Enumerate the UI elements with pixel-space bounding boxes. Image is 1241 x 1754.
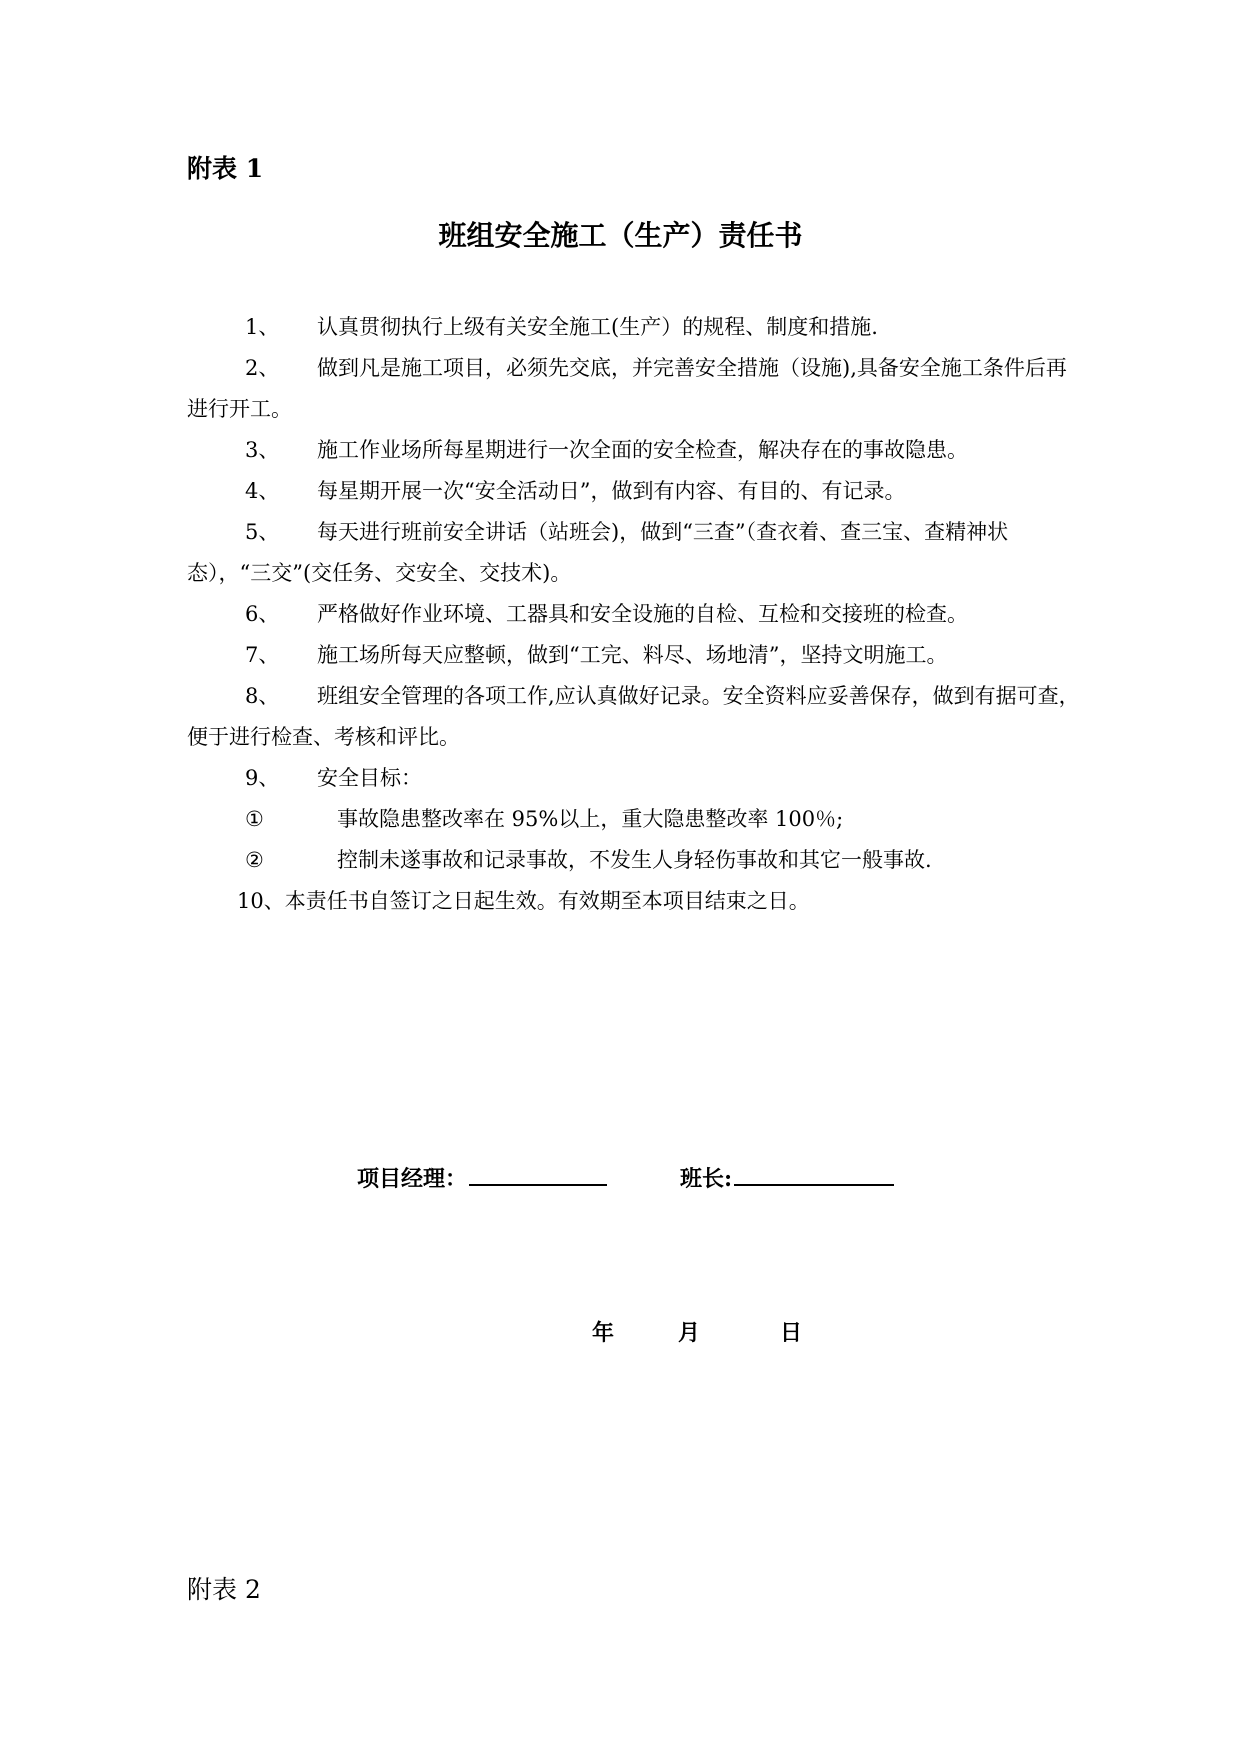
list-item xyxy=(187,348,1087,430)
sub-item-text: 控制未遂事故和记录事故，不发生人身轻伤事故和其它一般事故. xyxy=(337,848,932,872)
sub-item-text: 事故隐患整改率在 95%以上，重大隐患整改率 100％; xyxy=(337,807,844,831)
item-number: 1、 xyxy=(245,315,280,339)
team-leader-signature-line[interactable] xyxy=(734,1162,894,1186)
date-row xyxy=(592,1318,802,1348)
team-leader-label: 班长: xyxy=(680,1166,733,1192)
item-text: 严格做好作业环境、工器具和安全设施的自检、互检和交接班的检查。 xyxy=(317,602,968,626)
sub-item-number: ② xyxy=(245,848,264,872)
item-number: 4、 xyxy=(245,479,280,503)
sub-list-item xyxy=(187,799,1087,840)
date-month-label: 月 xyxy=(678,1320,701,1346)
sub-list-item xyxy=(187,840,1087,881)
item-text: 施工作业场所每星期进行一次全面的安全检查，解决存在的事故隐患。 xyxy=(317,438,968,462)
item-text: 施工场所每天应整顿，做到“工完、料尽、场地清”，坚持文明施工。 xyxy=(317,643,948,667)
item-text: 安全目标： xyxy=(317,766,422,790)
item-text: 认真贯彻执行上级有关安全施工(生产）的规程、制度和措施. xyxy=(317,315,878,339)
item-number: 6、 xyxy=(245,602,280,626)
date-day-label: 日 xyxy=(780,1320,803,1346)
item-number: 7、 xyxy=(245,643,280,667)
item-text: 做到凡是施工项目，必须先交底，并完善安全措施（设施),具备安全施工条件后再进行开工。 xyxy=(187,356,1067,421)
project-manager-signature-line[interactable] xyxy=(469,1162,607,1186)
list-item xyxy=(187,881,1087,922)
item-text: 每天进行班前安全讲话（站班会)，做到“三查”（查衣着、查三宝、查精神状态），“三交”(交任务、交安全、交技术)。 xyxy=(187,520,1009,585)
signature-row xyxy=(357,1162,894,1194)
item-number: 8、 xyxy=(245,684,280,708)
responsibility-items xyxy=(187,307,1087,922)
item-number: 9、 xyxy=(245,766,280,790)
item-number: 5、 xyxy=(245,520,280,544)
list-item xyxy=(187,430,1087,471)
list-item xyxy=(187,512,1087,594)
project-manager-label: 项目经理： xyxy=(357,1166,468,1192)
item-text: 本责任书自签订之日起生效。有效期至本项目结束之日。 xyxy=(284,889,810,913)
list-item xyxy=(187,758,1087,799)
document-title: 班组安全施工（生产）责任书 xyxy=(438,219,803,252)
sub-item-number: ① xyxy=(245,807,264,831)
item-text: 班组安全管理的各项工作,应认真做好记录。安全资料应妥善保存，做到有据可查，便于进行检查、考核和评比。 xyxy=(187,684,1080,749)
list-item xyxy=(187,594,1087,635)
list-item xyxy=(187,676,1087,758)
list-item xyxy=(187,635,1087,676)
item-text: 每星期开展一次“安全活动日”，做到有内容、有目的、有记录。 xyxy=(317,479,906,503)
list-item xyxy=(187,471,1087,512)
item-number: 2、 xyxy=(245,356,280,380)
list-item xyxy=(187,307,1087,348)
item-number: 10、 xyxy=(237,889,285,913)
item-number: 3、 xyxy=(245,438,280,462)
annex-1-label: 附表 1 xyxy=(187,154,264,183)
date-year-label: 年 xyxy=(592,1320,615,1346)
annex-2-label: 附表 2 xyxy=(187,1575,261,1604)
